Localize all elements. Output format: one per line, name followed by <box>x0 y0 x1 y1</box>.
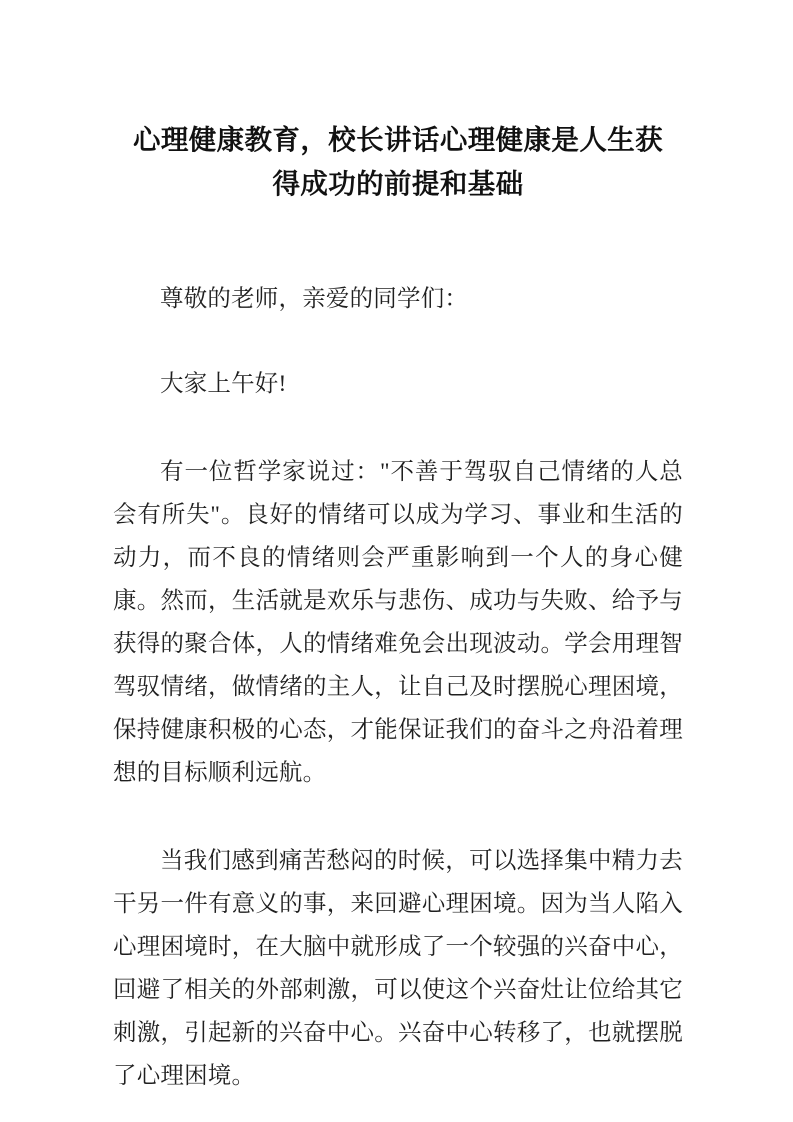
spacer-salutation-greeting <box>113 321 683 363</box>
title-line-1: 心理健康教育，校长讲话心理健康是人生获 <box>132 124 664 155</box>
body-paragraph-2: 当我们感到痛苦愁闷的时候，可以选择集中精力去干另一件有意义的事，来回避心理困境。因为当人陷入心理困境时，在大脑中就形成了一个较强的兴奋中心，回避了相关的外部刺激，可以使这个兴奋灶让位给其它刺激，引起新的兴奋中心。兴奋中心转移了，也就摆脱了心理困境。 <box>113 848 683 1089</box>
spacer-paragraph-1-2 <box>113 795 683 840</box>
page-title <box>113 0 683 206</box>
title-line-2: 得成功的前提和基础 <box>272 168 524 199</box>
body-paragraph-1: 有一位哲学家说过："不善于驾驭自己情绪的人总会有所失"。良好的情绪可以成为学习、事业和生活的动力，而不良的情绪则会严重影响到一个人的身心健康。然而，生活就是欢乐与悲伤、成功与失败、给予与获得的聚合体，人的情绪难免会出现波动。学会用理智驾驭情绪，做情绪的主人，让自己及时摆脱心理困境，保持健康积极的心态，才能保证我们的奋斗之舟沿着理想的目标顺利远航。 <box>113 459 683 786</box>
spacer-greeting-body <box>113 406 683 451</box>
salutation: 尊敬的老师，亲爱的同学们： <box>160 286 469 312</box>
greeting: 大家上午好! <box>160 371 287 397</box>
document-body <box>113 0 683 1098</box>
spacer-title-salutation <box>113 206 683 278</box>
